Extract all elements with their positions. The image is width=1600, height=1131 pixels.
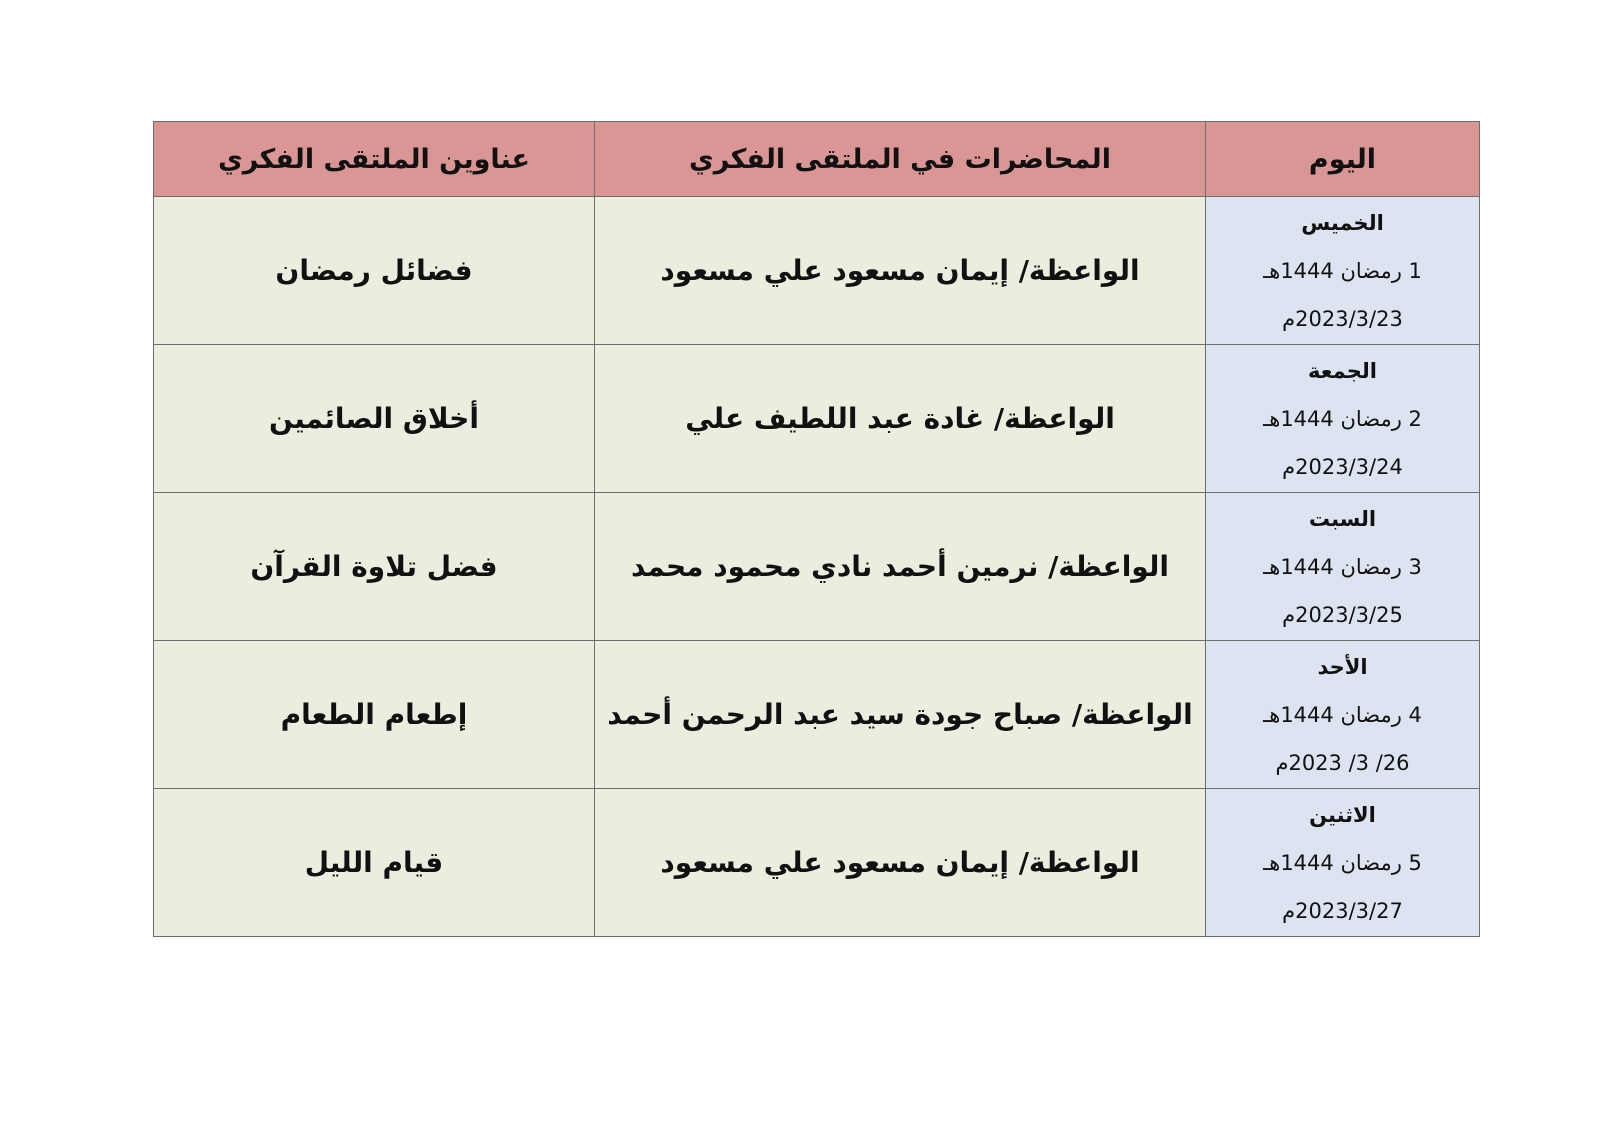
gregorian-date: 2023/3/25م bbox=[1282, 602, 1403, 627]
lecture-title: قيام الليل bbox=[304, 846, 444, 879]
lecturer-name: الواعظة/ نرمين أحمد نادي محمود محمد bbox=[631, 550, 1169, 583]
table-row bbox=[154, 789, 1480, 937]
gregorian-date: 2023/3/24م bbox=[1282, 454, 1403, 479]
lecturer-cell bbox=[595, 197, 1206, 345]
lecturer-name: الواعظة/ صباح جودة سيد عبد الرحمن أحمد bbox=[607, 698, 1193, 731]
hijri-date: 2 رمضان 1444هـ bbox=[1263, 406, 1422, 431]
lecturer-name: الواعظة/ غادة عبد اللطيف علي bbox=[685, 402, 1115, 435]
schedule-table bbox=[153, 121, 1480, 937]
day-cell bbox=[1206, 789, 1480, 937]
table-row bbox=[154, 493, 1480, 641]
title-cell bbox=[154, 789, 595, 937]
header-day: اليوم bbox=[1206, 122, 1480, 197]
day-cell bbox=[1206, 197, 1480, 345]
hijri-date: 3 رمضان 1444هـ bbox=[1263, 554, 1422, 579]
day-cell bbox=[1206, 641, 1480, 789]
table-row bbox=[154, 641, 1480, 789]
title-cell bbox=[154, 493, 595, 641]
lecture-title: إطعام الطعام bbox=[280, 698, 468, 731]
table-row bbox=[154, 345, 1480, 493]
lecturer-cell bbox=[595, 493, 1206, 641]
hijri-date: 5 رمضان 1444هـ bbox=[1263, 850, 1422, 875]
header-titles: عناوين الملتقى الفكري bbox=[154, 122, 595, 197]
title-cell bbox=[154, 197, 595, 345]
title-cell bbox=[154, 641, 595, 789]
lecture-title: فضائل رمضان bbox=[275, 254, 473, 287]
lecture-title: أخلاق الصائمين bbox=[269, 402, 479, 435]
header-lectures: المحاضرات في الملتقى الفكري bbox=[595, 122, 1206, 197]
hijri-date: 4 رمضان 1444هـ bbox=[1263, 702, 1422, 727]
lecturer-cell bbox=[595, 641, 1206, 789]
lecture-title: فضل تلاوة القرآن bbox=[250, 550, 498, 583]
lecturer-name: الواعظة/ إيمان مسعود علي مسعود bbox=[660, 846, 1140, 879]
header-row bbox=[154, 122, 1480, 197]
day-name: الاثنين bbox=[1309, 802, 1376, 827]
gregorian-date: 2023/3/27م bbox=[1282, 898, 1403, 923]
lecturer-name: الواعظة/ إيمان مسعود علي مسعود bbox=[660, 254, 1140, 287]
gregorian-date: 2023/3/23م bbox=[1282, 306, 1403, 331]
day-cell bbox=[1206, 345, 1480, 493]
hijri-date: 1 رمضان 1444هـ bbox=[1263, 258, 1422, 283]
day-cell bbox=[1206, 493, 1480, 641]
day-name: الأحد bbox=[1317, 654, 1368, 679]
day-name: السبت bbox=[1308, 506, 1377, 531]
lecturer-cell bbox=[595, 345, 1206, 493]
title-cell bbox=[154, 345, 595, 493]
day-name: الجمعة bbox=[1308, 358, 1377, 383]
day-name: الخميس bbox=[1301, 210, 1384, 235]
lecturer-cell bbox=[595, 789, 1206, 937]
gregorian-date: 26/ 3/ 2023م bbox=[1275, 750, 1410, 775]
table-row bbox=[154, 197, 1480, 345]
